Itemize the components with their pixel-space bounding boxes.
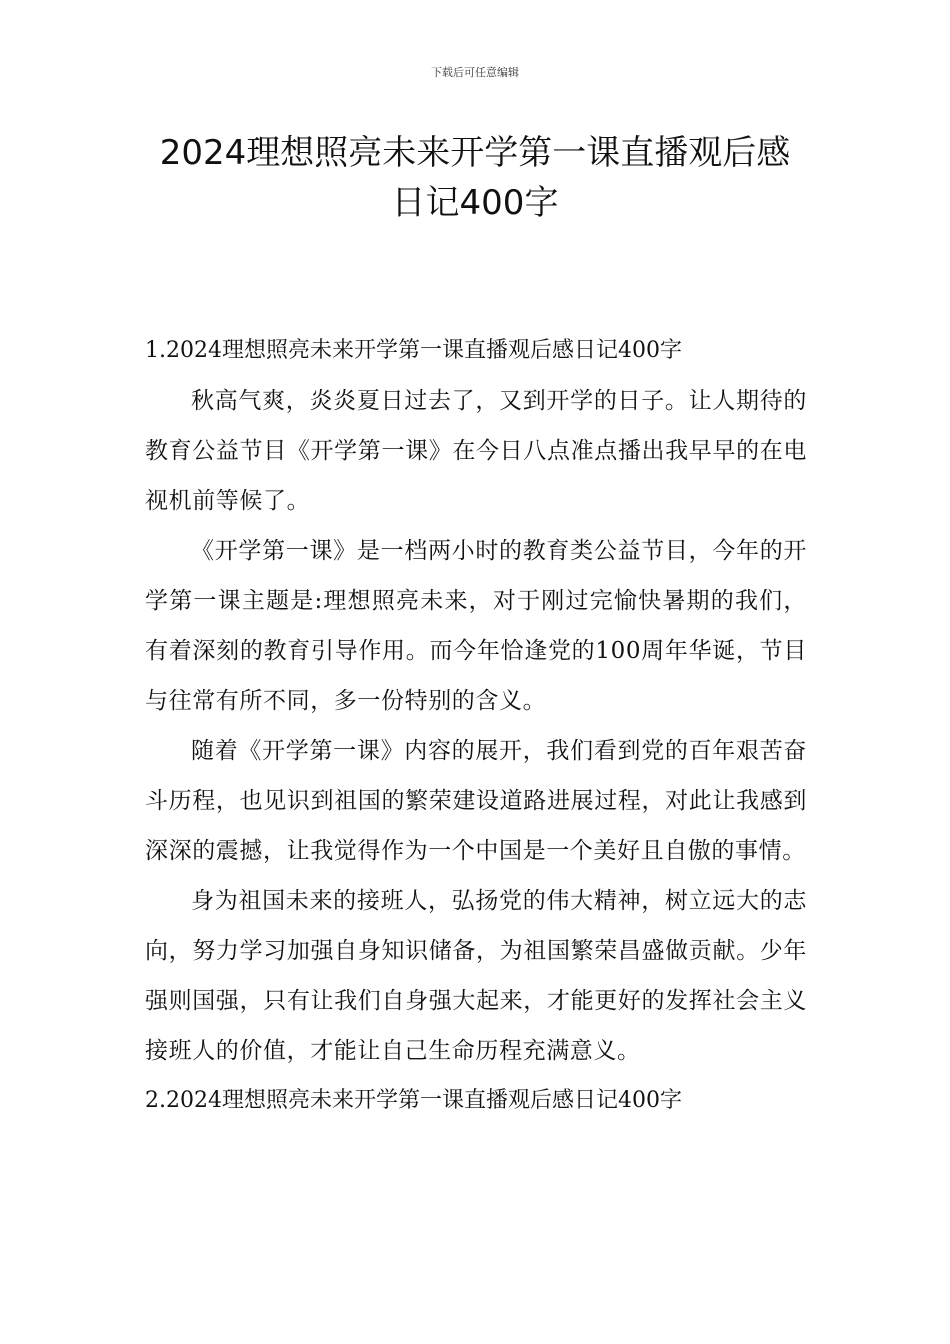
document-title [70, 128, 880, 228]
section-heading-1: 1.2024理想照亮未来开学第一课直播观后感日记400字 [145, 338, 682, 363]
paragraph-4: 身为祖国未来的接班人，弘扬党的伟大精神，树立远大的志向，努力学习加强自身知识储备，为祖国繁荣昌盛做贡献。少年强则国强，只有让我们自身强大起来，才能更好的发挥社会主义接班人的价值，才能让自己生命历程充满意义。 [145, 888, 807, 1064]
document-title-line-1: 2024理想照亮未来开学第一课直播观后感 [159, 133, 791, 173]
document-body [145, 326, 807, 1126]
paragraph-1: 秋高气爽，炎炎夏日过去了，又到开学的日子。让人期待的教育公益节目《开学第一课》在今日八点准点播出我早早的在电视机前等候了。 [145, 388, 807, 514]
paragraph-3: 随着《开学第一课》内容的展开，我们看到党的百年艰苦奋斗历程，也见识到祖国的繁荣建设道路进展过程，对此让我感到深深的震撼，让我觉得作为一个中国是一个美好且自傲的事情。 [145, 738, 807, 864]
section-heading-2: 2.2024理想照亮未来开学第一课直播观后感日记400字 [145, 1088, 682, 1113]
header-note: 下载后可任意编辑 [431, 66, 519, 79]
document-title-line-2: 日记400字 [391, 183, 559, 223]
paragraph-2: 《开学第一课》是一档两小时的教育类公益节目，今年的开学第一课主题是:理想照亮未来，对于刚过完愉快暑期的我们，有着深刻的教育引导作用。而今年恰逢党的100周年华诞，节目与往常有所不同，多一份特别的含义。 [145, 538, 807, 714]
